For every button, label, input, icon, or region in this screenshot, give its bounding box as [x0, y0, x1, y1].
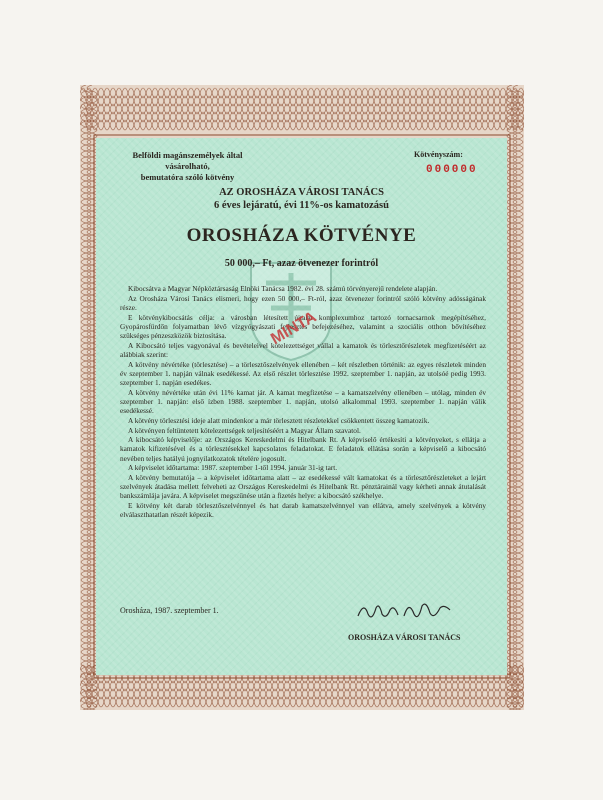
terms-paragraph: A képviselet időtartama: 1987. szeptember 1-től 1994. január 31-ig tart. — [128, 463, 338, 473]
issuer-terms: 6 éves lejáratú, évi 11%-os kamatozású — [214, 200, 389, 211]
place-date: Orosháza, 1987. szeptember 1. — [120, 606, 219, 615]
bond-type — [120, 150, 255, 183]
terms-paragraph: E kötvény két darab törlesztőszelvénnyel és hat darab kamatszelvénnyel van ellátva, amely szelvények a kötvény elválaszthatatlan részét képezik. — [120, 501, 486, 520]
bond-title: OROSHÁZA KÖTVÉNYE — [186, 225, 417, 246]
specimen-stamp — [264, 303, 322, 351]
handwritten-signature — [354, 596, 454, 626]
bond-type-line2: bemutatóra szóló kötvény — [140, 172, 235, 182]
terms-paragraph: Az Orosháza Városi Tanács elismeri, hogy ezen 50 000,– Ft-ról, azaz ötvenezer forintról szóló kötvény adósságának része. — [120, 293, 486, 312]
terms-paragraph: A kötvény bemutatója – a képviselet időtartama alatt – az esedékessé vált kamatokat és a törlesztőrészleteket a lejárt szelvények átadása mellett felveheti az Országos Kereskedelmi és Hitelbank Rt. pénztárainál vagy kérheti annak átutalását bankszámlája javára. A képviselet megszűnése után a fizetés helye: a kibocsátó székhelye. — [120, 473, 486, 501]
terms-paragraph: E kötvénykibocsátás célja: a városban létesített újtalat komplexumhoz tartozó tornacsarnok megépítéséhez, Gyopárosfürdőn folyamatban lévő vízgyógyászati fejlesztés befejezéséhez, valamint a szociális otthon bővítéséhez szükséges pénzeszközök biztosítása. — [120, 312, 486, 341]
issuer-name: AZ OROSHÁZA VÁROSI TANÁCS — [219, 187, 384, 198]
terms-paragraph: A Kibocsátó teljes vagyonával és bevételeivel kötelezettséget vállal a kamatok és törlesztőrészletek megfizetéséért az alábbiak szerint: — [120, 340, 486, 359]
terms-paragraph: Kibocsátva a Magyar Népköztársaság Elnöki Tanácsa 1982. évi 28. számú törvényerejű rendelete alapján. — [128, 284, 438, 293]
bond-type-line1: Belföldi magánszemélyek által vásárolható, — [132, 150, 243, 171]
svg-text:MINTA: MINTA — [268, 308, 320, 349]
bond-body — [96, 138, 507, 675]
serial-number: 000000 — [426, 164, 478, 176]
terms-paragraph: A kötvény névértéke (törlesztése) – a törlesztőszelvények ellenében – két részletben történik: az egyes részletek minden év szeptember 1. napján válnak esedékessé. Az első részlet törlesztése 1992. szeptember 1. napján, az utolsóé pedig 1993. szeptember 1. napján esedékes. — [120, 359, 486, 388]
issuer — [96, 186, 507, 212]
bond-amount: 50 000,– Ft, azaz ötvenezer forintról — [224, 258, 379, 269]
terms-paragraph: A kötvény névértéke után évi 11% kamat jár. A kamat megfizetése – a kamatszelvény ellenében – utólag, minden év szeptember 1. napján: első ízben 1988. szeptember 1. napján, utolsó alkalommal 1993. szeptember 1. napján válik esedékessé. — [120, 387, 486, 416]
serial-label: Kötvényszám: — [414, 150, 463, 159]
terms-paragraph: A kibocsátó képviselője: az Országos Kereskedelmi és Hitelbank Rt. A képviselő értékesíti a kötvényeket, s ellátja a kamatok kifizetésével és a törlesztésekkel kapcsolatos feladatokat. E feladatok ellátása során a képviselő a kibocsátó nevében teljes hatályú jognyilatkozatok tételére jogosult. — [120, 435, 486, 463]
terms-paragraph: A kötvény törlesztési ideje alatt mindenkor a már törlesztett részletekkel csökkentett összeg kamatozik. — [128, 415, 430, 425]
signer-name: OROSHÁZA VÁROSI TANÁCS — [348, 633, 461, 642]
terms-paragraph: A kötvényen feltüntetett kötelezettségek teljesítéséért a Magyar Állam szavatol. — [128, 425, 361, 435]
